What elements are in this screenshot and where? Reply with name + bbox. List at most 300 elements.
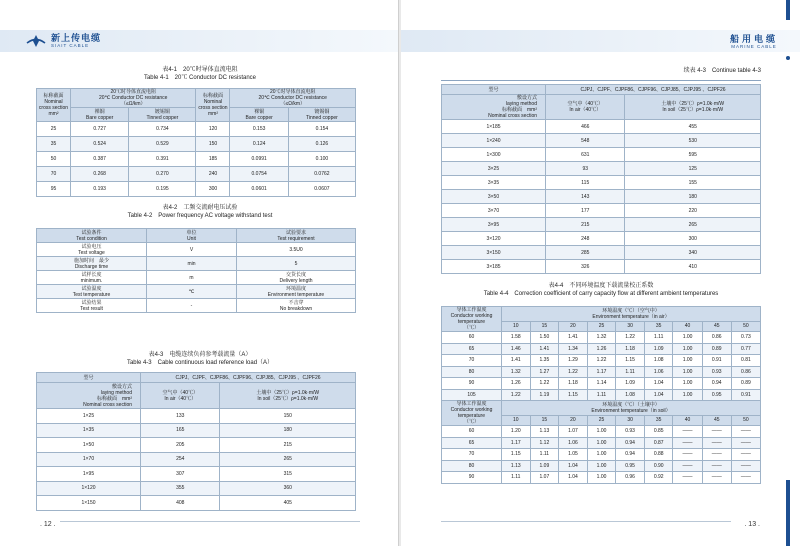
table-cell: 1.07 [530,472,559,484]
caption-en: Table 4-4 Correction coefficient of carry capacity flow at different ambient temperatures [483,290,719,297]
temperature-header: 35 [644,321,673,331]
table-cell: 0.91 [702,355,731,367]
table-row [442,232,761,246]
table-cell: 248 [546,232,625,246]
col-requirement: 试验要求 Test requirement [237,229,356,243]
brand-text-en: MARINE CABLE [731,44,777,49]
col-conductor-temp-soil: 导体工作温度 Conductor working temperature （℃） [442,401,502,426]
table-cell: 试样长度 minimum. [37,271,147,285]
table-cell: —— [673,472,702,484]
caption-en: Table 4-2 Power frequency AC voltage withstand test [127,212,273,219]
table-cell: 0.154 [288,122,355,137]
col-tinned: 镀锡铜 Tinned copper [129,108,196,122]
page-number: . 13 . [744,521,760,528]
caption-cn: 表4-4 不同环境温度下载流量校正系数 [548,283,654,289]
table-cell: 1.00 [587,449,616,461]
table-cell: 1.41 [530,343,559,355]
table-cell: 1.06 [559,437,588,449]
table-row [442,437,761,449]
temperature-header: 45 [702,321,731,331]
table-cell: 25 [37,122,71,137]
caption-en: Table 4-1 20℃ Conductor DC resistance [143,74,257,81]
table-row [37,438,356,453]
col-in-air: 空气中（40℃） In air（40℃） [141,383,220,409]
table-cell: 0.0754 [230,167,288,182]
table-cell: 65 [442,343,502,355]
table-cell: 1.46 [502,343,531,355]
table-cell: 1×185 [442,120,546,134]
table-cell: 0.88 [644,449,673,461]
table-cell: 360 [220,481,356,496]
table-cell: 0.77 [731,343,760,355]
table-cell: 1.11 [587,389,616,401]
table-cell: 1×150 [37,496,141,511]
table-cell: 265 [220,452,356,467]
table-cell: 0.96 [616,472,645,484]
table-cell: 1.22 [530,378,559,390]
section-label: 标称截面 mm² Nominal cross section [488,107,537,119]
temperature-header: 30 [616,321,645,331]
table-cell: 1.05 [559,449,588,461]
table-cell: 0.94 [616,449,645,461]
table-cell: 1.09 [616,378,645,390]
table-cell: 1.00 [587,472,616,484]
table-cell: 0.94 [616,437,645,449]
table-cell: 1.22 [616,332,645,344]
col-model: 型号 [442,85,546,95]
table-cell: 1.13 [502,460,531,472]
table-row [442,120,761,134]
table-cell: 1.00 [673,343,702,355]
table-cell: 70 [442,449,502,461]
table-cell: 1.04 [559,472,588,484]
table-4-3-continued [441,84,761,274]
table-cell: —— [731,460,760,472]
table-cell: 631 [546,148,625,162]
table-cell: —— [673,426,702,438]
table-cell: 3×35 [442,176,546,190]
table-cell: —— [673,437,702,449]
table-cell: 交货长度 Delivery length [237,271,356,285]
table-cell: 0.268 [71,167,129,182]
table-4-4 [441,306,761,484]
table-cell: 试验电压 Test voltage [37,243,147,257]
table-row [37,152,356,167]
table-row [442,148,761,162]
table-cell: 1.17 [587,366,616,378]
table-cell: 133 [141,409,220,424]
table-cell: 1.22 [559,366,588,378]
table-cell: —— [702,449,731,461]
table-row [442,246,761,260]
table-cell: 1.50 [530,332,559,344]
col-tinned-2: 镀锡铜 Tinned copper [288,108,355,122]
table-cell: 1.08 [644,355,673,367]
table-cell: 1.06 [644,366,673,378]
table-cell: 1.26 [587,343,616,355]
table-cell: 93 [546,162,625,176]
table-cell: 1.11 [530,449,559,461]
table-cell: m [147,271,237,285]
table-cell: 548 [546,134,625,148]
table-4-2 [36,228,356,313]
table-cell: 285 [546,246,625,260]
table-cell: 不击穿 No breakdown [237,299,356,313]
table-cell: —— [731,449,760,461]
table-cell: 155 [625,176,761,190]
col-bare: 裸铜 Bare copper [71,108,129,122]
table-row [442,190,761,204]
table-cell: 80 [442,366,502,378]
table-cell: 120 [196,122,230,137]
table-cell: 1.41 [559,332,588,344]
table-cell: 205 [141,438,220,453]
table-cell: 0.90 [644,460,673,472]
table-cell: 0.87 [644,437,673,449]
col-laying-section [37,383,141,409]
table-cell: 300 [625,232,761,246]
col-condition: 试验条件 Test condition [37,229,147,243]
table-cell: 185 [196,152,230,167]
table-cell: 1×35 [37,423,141,438]
table-cell: 0.100 [288,152,355,167]
table-cell: 95 [37,182,71,197]
table-cell: 0.124 [230,137,288,152]
table-cell: 0.153 [230,122,288,137]
table-cell: 80 [442,460,502,472]
table-row [442,366,761,378]
table-cell: 65 [442,437,502,449]
table-cell: 3×150 [442,246,546,260]
table-cell: 1.13 [530,426,559,438]
table-cell: 0.86 [731,366,760,378]
table-row [442,176,761,190]
logo-mark-icon [26,34,46,48]
table-row [442,378,761,390]
table-cell: 326 [546,260,625,274]
table-cell: 0.0762 [288,167,355,182]
col-section-2: 标称截面 Nominal cross section mm² [196,89,230,122]
table-cell: 1.14 [587,378,616,390]
table-cell: 410 [625,260,761,274]
table-cell: 340 [625,246,761,260]
table-cell: 165 [141,423,220,438]
table-cell: 215 [546,218,625,232]
col-resistance: 20℃时导体直流电阻 20℃ Conductor DC resistance （≤Ω/km） [71,89,196,108]
table-cell: 0.195 [129,182,196,197]
table-cell: 3×50 [442,190,546,204]
col-laying-section [442,95,546,120]
temperature-header: 30 [616,415,645,425]
table-cell: 1.08 [616,389,645,401]
table-cell: 1×240 [442,134,546,148]
table-cell: 1.18 [616,343,645,355]
table-cell: 1.15 [616,355,645,367]
table-cell: 3×25 [442,162,546,176]
col-in-air: 空气中（40℃） In air（40℃） [546,95,625,120]
table-cell: 1.27 [530,366,559,378]
table-row [442,134,761,148]
table-row [37,299,356,313]
table-cell: 1.00 [673,355,702,367]
table-cell: 125 [625,162,761,176]
brand-tag [730,34,778,50]
table-cell: 150 [196,137,230,152]
table-cell: 180 [220,423,356,438]
table-cell: 0.193 [71,182,129,197]
table-cell: 177 [546,204,625,218]
table-cell: 1×120 [37,481,141,496]
table-cell: 180 [625,190,761,204]
table-cell: 1.41 [502,355,531,367]
table-4-4-caption [441,283,761,298]
table-cell: 300 [196,182,230,197]
table-cell: —— [731,437,760,449]
table-cell: 265 [625,218,761,232]
table-cell: —— [673,449,702,461]
table-cell: 1.17 [502,437,531,449]
table-cell: 1.20 [502,426,531,438]
table-row [442,218,761,232]
table-cell: 0.73 [731,332,760,344]
table-cell: 1.00 [587,460,616,472]
table-4-2-caption [40,205,360,220]
table-row [37,409,356,424]
table-row [442,426,761,438]
table-cell: ℃ [147,285,237,299]
page-number: . 12 . [40,521,56,528]
side-decoration [784,0,796,546]
table-cell: min [147,257,237,271]
table-4-3-continue-caption: 续表 4-3 Continue table 4-3 [683,68,761,74]
table-cell: 1.22 [502,389,531,401]
table-cell: 408 [141,496,220,511]
table-cell: 0.387 [71,152,129,167]
table-cell: 595 [625,148,761,162]
table-cell: 1.32 [587,332,616,344]
caption-cn: 表4-1 20℃时导体直流电阻 [162,67,238,73]
col-models: CJPJ、CJPF、CJPF86、CJPF96、CJPJ85、CJPJ95 、CJPF26 [546,85,761,95]
table-cell: 0.529 [129,137,196,152]
table-cell: 220 [625,204,761,218]
table-cell: 1×70 [37,452,141,467]
table-cell: 试验温度 Test temperature [37,285,147,299]
caption-cn: 表4-3 电缆连续负荷参考载流量（A） [148,352,252,358]
table-cell: 1.00 [673,378,702,390]
table-cell: 0.93 [702,366,731,378]
table-cell: 0.391 [129,152,196,167]
table-cell: 115 [546,176,625,190]
table-row [37,423,356,438]
table-cell: 530 [625,134,761,148]
laying-method-label: 敷设方式 laying method [100,383,132,396]
table-cell: 1.22 [587,355,616,367]
table-4-3 [36,372,356,511]
logo-text-en: SIAIT CABLE [51,43,90,48]
temperature-header: 40 [673,415,702,425]
table-row [37,271,356,285]
table-cell: 0.270 [129,167,196,182]
rule [441,80,761,81]
col-unit: 单位 Unit [147,229,237,243]
table-row [37,167,356,182]
table-cell: 1.32 [502,366,531,378]
col-in-soil: 土壤中（25℃）ρ=1.0k·m/W In soil（25℃）ρ=1.0k·m/W [625,95,761,120]
col-env-soil: 环境温度（℃）（土壤中） Environment temperature（in soil） [502,401,761,416]
table-cell: 0.524 [71,137,129,152]
table-cell: 0.0991 [230,152,288,167]
table-cell: 试验结果 Test result [37,299,147,313]
table-cell: 0.93 [616,426,645,438]
table-cell: 70 [442,355,502,367]
table-cell: 0.81 [731,355,760,367]
table-cell: 1.35 [530,355,559,367]
table-cell: 143 [546,190,625,204]
table-cell: 1.15 [502,449,531,461]
table-cell: 1.00 [587,437,616,449]
table-cell: 307 [141,467,220,482]
table-cell: 405 [220,496,356,511]
table-row [37,137,356,152]
table-row [37,285,356,299]
table-cell: 1.04 [559,460,588,472]
table-cell: 1×50 [37,438,141,453]
temperature-header: 35 [644,415,673,425]
table-cell: —— [702,426,731,438]
table-cell: 150 [220,409,356,424]
table-row [37,257,356,271]
table-cell: 0.95 [702,389,731,401]
table-row [442,389,761,401]
col-section: 标称截面 Nominal cross section mm² [37,89,71,122]
table-row [442,332,761,344]
table-cell: 455 [625,120,761,134]
table-cell: 3×120 [442,232,546,246]
table-cell: 0.85 [644,426,673,438]
table-row [37,243,356,257]
temperature-header: 25 [587,321,616,331]
col-conductor-temp: 导体工作温度 Conductor working temperature （℃） [442,307,502,332]
table-cell: —— [731,426,760,438]
col-env-air: 环境温度（℃）（空气中） Environment temperature（in air） [502,307,761,322]
temperature-header: 15 [530,321,559,331]
logo-text-cn: 新上传电缆 [51,33,102,43]
table-cell: 1.12 [530,437,559,449]
laying-method-label: 敷设方式 laying method [505,95,537,107]
table-row [442,449,761,461]
table-4-1 [36,88,356,197]
table-cell: V [147,243,237,257]
col-bare-2: 裸铜 Bare copper [230,108,288,122]
table-cell: 1.19 [530,389,559,401]
table-cell: 0.126 [288,137,355,152]
table-cell: 355 [141,481,220,496]
table-cell: 0.94 [702,378,731,390]
table-cell: 60 [442,332,502,344]
temperature-header: 50 [731,415,760,425]
table-row [442,162,761,176]
table-cell: 70 [37,167,71,182]
table-cell: 1.15 [559,389,588,401]
table-cell: 1.07 [559,426,588,438]
right-page [401,0,800,546]
caption-en: Table 4-3 Cable continuous load reference load（A） [126,359,274,366]
table-cell: —— [673,460,702,472]
table-row [442,204,761,218]
table-4-3-caption [40,352,360,367]
table-cell: 90 [442,378,502,390]
temperature-header: 45 [702,415,731,425]
table-row [442,343,761,355]
table-row [37,182,356,197]
brand-logo [26,34,101,48]
temperature-header: 20 [559,321,588,331]
table-cell: 施加时间 最少 Discharge time [37,257,147,271]
table-cell: 105 [442,389,502,401]
table-row [37,452,356,467]
footer-line [441,521,731,522]
col-model: 型号 [37,373,141,383]
temperature-header: 15 [530,415,559,425]
table-row [37,481,356,496]
table-cell: - [147,299,237,313]
table-cell: 0.86 [702,332,731,344]
table-cell: —— [731,472,760,484]
table-cell: 1.00 [587,426,616,438]
table-cell: 1.11 [616,366,645,378]
col-resistance-2: 20℃时导体直流电阻 20℃ Conductor DC resistance （≤Ω/km） [230,89,356,108]
table-cell: 0.89 [731,378,760,390]
temperature-header: 20 [559,415,588,425]
table-cell: 1×95 [37,467,141,482]
table-cell: 1.09 [644,343,673,355]
section-label: 标称截面 mm² Nominal cross section [83,395,132,408]
table-cell: 0.92 [644,472,673,484]
table-cell: —— [702,437,731,449]
table-cell: 3×95 [442,218,546,232]
table-row [37,122,356,137]
table-cell: 0.0601 [230,182,288,197]
table-cell: 60 [442,426,502,438]
left-page [0,0,399,546]
table-cell: 3×185 [442,260,546,274]
table-cell: 1.00 [673,332,702,344]
table-cell: 0.89 [702,343,731,355]
table-cell: 0.727 [71,122,129,137]
table-cell: 0.91 [731,389,760,401]
table-cell: 环境温度 Environment temperature [237,285,356,299]
table-cell: 50 [37,152,71,167]
col-models: CJPJ、CJPF、CJPF86、CJPF96、CJPJ85、CJPJ95 、CJPF26 [141,373,356,383]
table-row [442,260,761,274]
table-cell: 240 [196,167,230,182]
table-cell: 3×70 [442,204,546,218]
table-cell: 0.0607 [288,182,355,197]
table-cell: 1.11 [644,332,673,344]
table-cell: 1.04 [644,389,673,401]
table-4-1-caption [40,67,360,82]
table-cell: 0.95 [616,460,645,472]
table-row [37,496,356,511]
table-cell: 5 [237,257,356,271]
table-cell: 1.29 [559,355,588,367]
table-cell: 0.734 [129,122,196,137]
table-cell: 466 [546,120,625,134]
temperature-header: 25 [587,415,616,425]
temperature-header: 50 [731,321,760,331]
footer-line [60,521,360,522]
table-row [442,472,761,484]
